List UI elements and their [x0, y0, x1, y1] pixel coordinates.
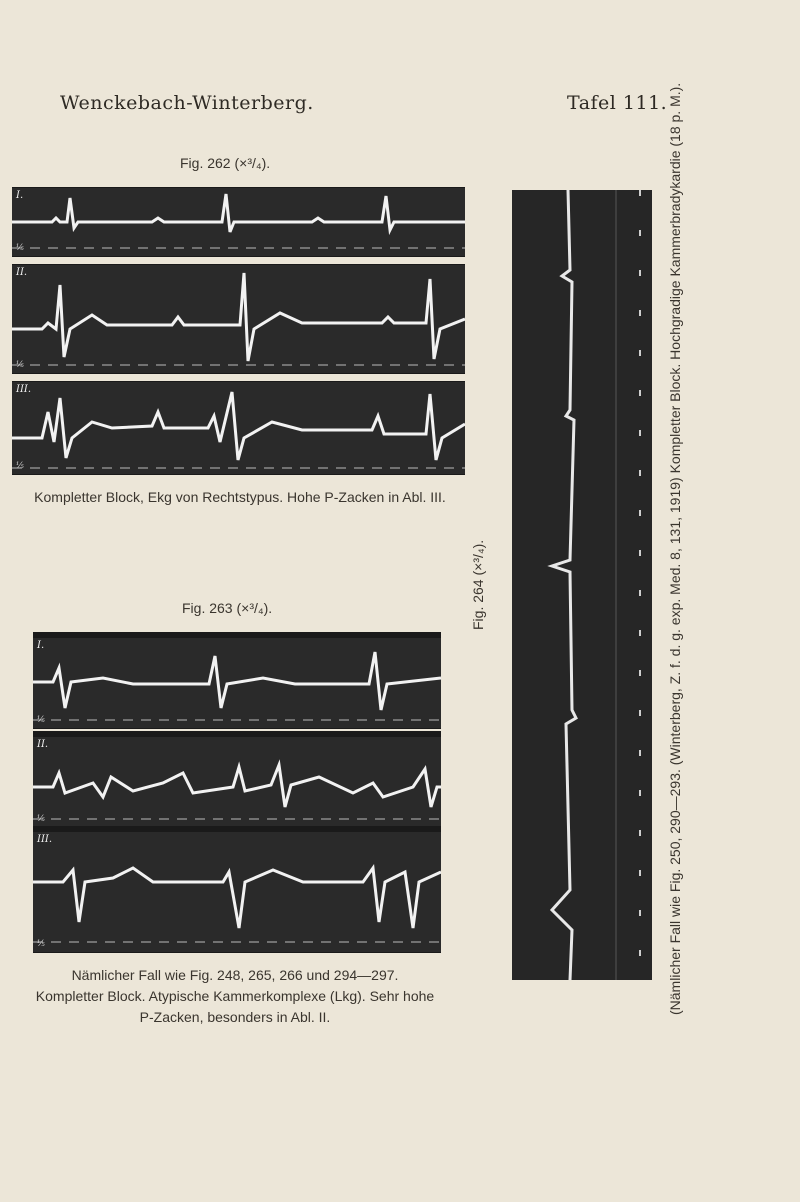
lead-label: I.: [16, 190, 24, 201]
fig262-lead-ii-strip: [12, 264, 465, 374]
ecg-trace: [33, 737, 441, 827]
ecg-trace: [12, 382, 465, 474]
scale-label: ⅟₅: [37, 939, 45, 948]
ecg-trace: [33, 638, 441, 728]
ecg-trace: [33, 832, 441, 952]
scale-label: ⅟₅: [16, 360, 24, 369]
scale-label: ⅟₅: [16, 461, 24, 470]
fig263-lead-i-strip: [33, 632, 441, 729]
ecg-trace-vertical: [512, 190, 652, 980]
fig263-lead-iii-strip: [33, 826, 441, 953]
fig263-caption-line1: Nämlicher Fall wie Fig. 248, 265, 266 und 294—297.: [71, 967, 399, 983]
plate-number: Tafel 111.: [567, 92, 668, 114]
ecg-trace: [12, 265, 465, 373]
lead-label: II.: [16, 267, 28, 278]
fig263-label: Fig. 263 (×³/₄).: [182, 600, 273, 616]
fig262-label: Fig. 262 (×³/₄).: [180, 155, 271, 171]
fig264-strip: [512, 190, 652, 980]
fig263-caption-line2: Kompletter Block. Atypische Kammerkomplexe (Lkg). Sehr hohe: [35, 988, 435, 1004]
fig262-lead-iii-strip: [12, 381, 465, 475]
running-header-authors: Wenckebach-Winterberg.: [60, 92, 314, 114]
lead-label: III.: [16, 384, 32, 395]
fig262-lead-i-strip: [12, 187, 465, 257]
scale-label: ⅟₅: [37, 715, 45, 724]
lead-label: II.: [37, 739, 49, 750]
fig263-caption-line3: P-Zacken, besonders in Abl. II.: [139, 1009, 331, 1025]
scale-label: ⅟₅: [16, 243, 24, 252]
ecg-trace: [12, 188, 465, 256]
fig262-caption: Kompletter Block, Ekg von Rechtstypus. Hohe P-Zacken in Abl. III.: [34, 489, 446, 505]
fig263-lead-ii-strip: [33, 731, 441, 828]
lead-label: I.: [37, 640, 45, 651]
fig264-label: Fig. 264 (×³/₄).: [470, 539, 486, 630]
fig264-side-caption: (Nämlicher Fall wie Fig. 250, 290—293. (Winterberg, Z. f. d. g. exp. Med. 8, 131, 1919) Kompletter Block. Hochgradige Kammerbradykardie (18 p. M.).: [667, 82, 683, 1015]
scale-label: ⅟₅: [37, 814, 45, 823]
lead-label: III.: [37, 834, 53, 845]
